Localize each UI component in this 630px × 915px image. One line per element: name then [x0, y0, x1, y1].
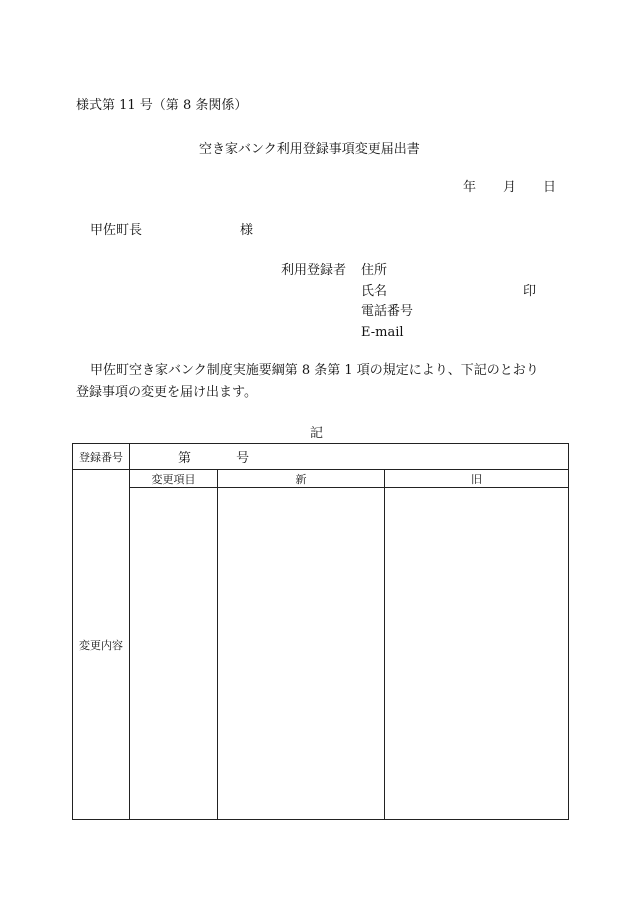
registrant-address-label: 住所 [361, 263, 388, 278]
old-value-header: 旧 [385, 470, 569, 488]
old-value-cell[interactable] [385, 488, 569, 820]
registration-number-suffix: 号 [236, 451, 250, 466]
new-value-header: 新 [218, 470, 385, 488]
form-number: 様式第 11 号（第 8 条関係） [76, 98, 248, 113]
registration-number-label: 登録番号 [73, 444, 130, 470]
registrant-label: 利用登録者 [281, 263, 347, 278]
change-header-row [73, 470, 569, 488]
body-text-line-1: 甲佐町空き家バンク制度実施要綱第 8 条第 1 項の規定により、下記のとおり [90, 363, 539, 378]
registration-number-prefix: 第 [178, 451, 192, 466]
change-form-table [72, 443, 569, 820]
change-content-label: 変更内容 [73, 470, 130, 820]
body-text-line-2: 登録事項の変更を届け出ます。 [76, 385, 257, 400]
registrant-phone-label: 電話番号 [361, 304, 414, 319]
date-day: 日 [543, 180, 557, 195]
change-entry-row [73, 488, 569, 820]
registrant-name-label: 氏名 [361, 284, 388, 299]
change-item-header: 変更項目 [130, 470, 218, 488]
seal-mark: 印 [523, 284, 537, 299]
addressee-honorific: 様 [240, 223, 254, 238]
registrant-email-label: E-mail [361, 325, 404, 340]
date-month: 月 [503, 180, 517, 195]
registration-number-cell[interactable] [130, 444, 569, 470]
document-title: 空き家バンク利用登録事項変更届出書 [199, 142, 420, 157]
new-value-cell[interactable] [218, 488, 385, 820]
ki-heading: 記 [310, 426, 324, 441]
registration-number-row [73, 444, 569, 470]
date-year: 年 [463, 180, 477, 195]
addressee-name: 甲佐町長 [90, 223, 143, 238]
change-item-cell[interactable] [130, 488, 218, 820]
